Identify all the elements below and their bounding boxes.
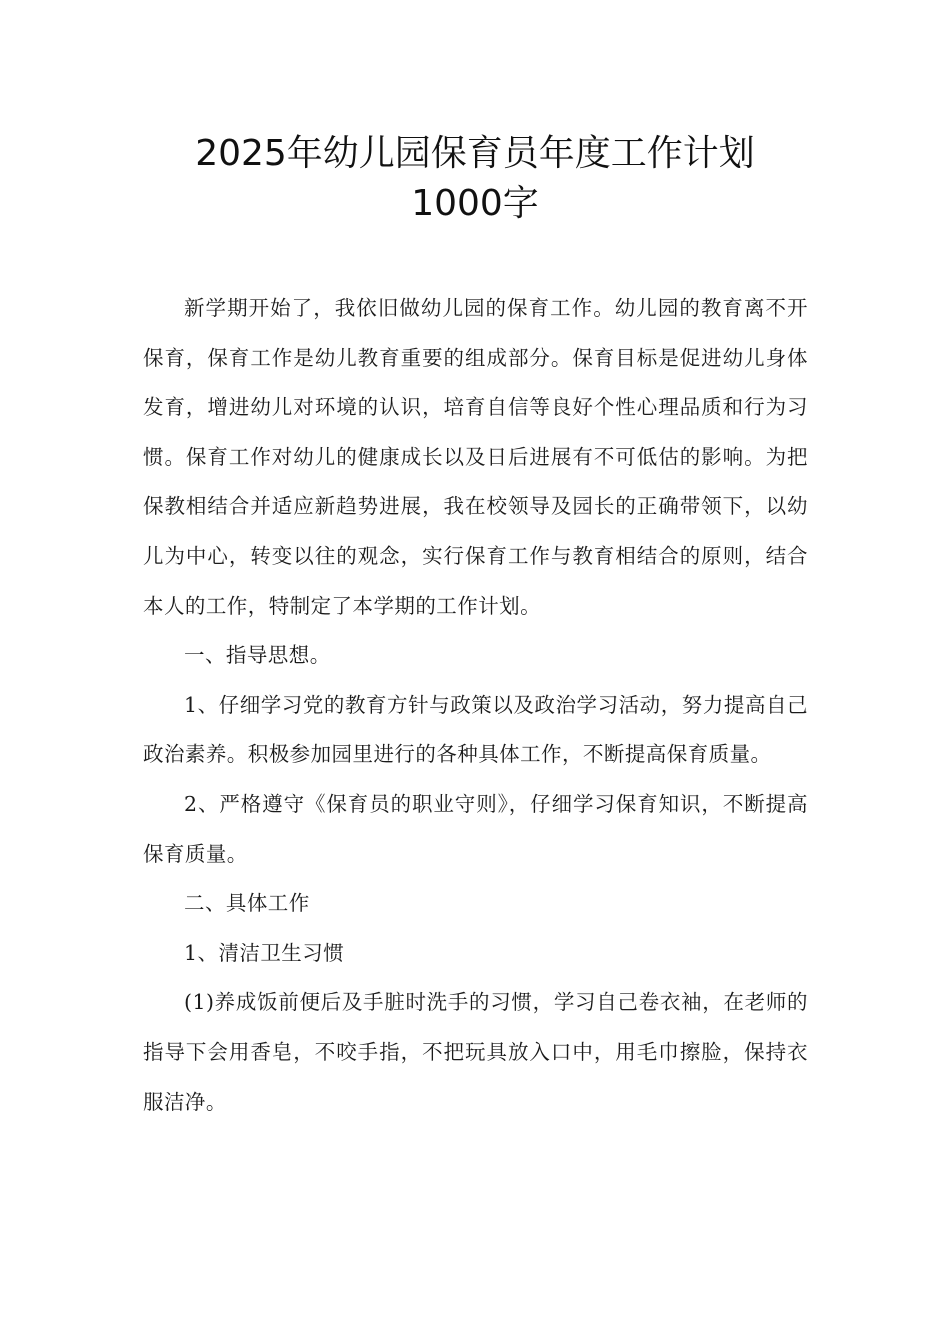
subheading-hygiene-habits: 1、清洁卫生习惯 — [184, 940, 345, 965]
intro-paragraph: 新学期开始了，我依旧做幼儿园的保育工作。幼儿园的教育离不开保育，保育工作是幼儿教育重要的组成部分。保育目标是促进幼儿身体发育，增进幼儿对环境的认识，培育自信等良好个性心理品质和行为习惯。保育工作对幼儿的健康成长以及日后进展有不可低估的影响。为把保教相结合并适应新趋势进展，我在校领导及园长的正确带领下，以幼儿为中心，转变以往的观念，实行保育工作与教育相结合的原则，结合本人的工作，特制定了本学期的工作计划。 — [143, 296, 808, 618]
title-line-2: 1000字 — [411, 183, 539, 224]
paragraph-hygiene-detail: (1)养成饭前便后及手脏时洗手的习惯，学习自己卷衣袖，在老师的指导下会用香皂，不咬手指，不把玩具放入口中，用毛巾擦脸，保持衣服洁净。 — [143, 990, 808, 1114]
paragraph-item-2: 2、严格遵守《保育员的职业守则》，仔细学习保育知识，不断提高保育质量。 — [143, 791, 808, 866]
section-heading-specific-work: 二、具体工作 — [184, 891, 310, 916]
document-title — [100, 129, 850, 229]
document-body — [143, 284, 808, 1127]
section-heading-guiding-ideology: 一、指导思想。 — [184, 643, 331, 668]
title-line-1: 2025年幼儿园保育员年度工作计划 — [195, 133, 755, 174]
paragraph-item-1: 1、仔细学习党的教育方针与政策以及政治学习活动，努力提高自己政治素养。积极参加园里进行的各种具体工作，不断提高保育质量。 — [143, 692, 808, 767]
